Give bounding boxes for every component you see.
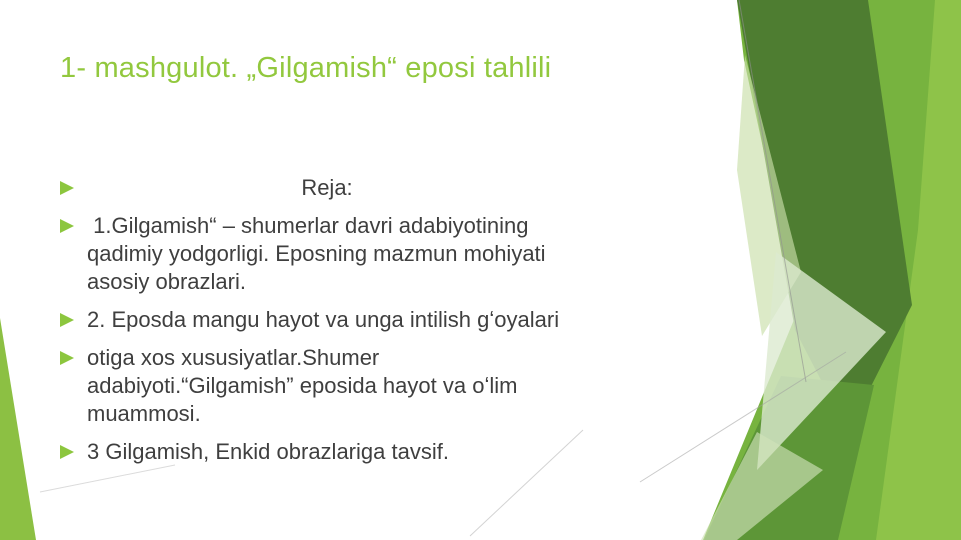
slide-title: 1- mashgulot. „Gilgamish“ eposi tahlili (60, 52, 552, 84)
bullet-text-line: qadimiy yodgorligi. Eposning mazmun mohiyati (87, 241, 546, 266)
bullet-arrow-icon (60, 445, 74, 459)
bullet-text (87, 212, 667, 296)
corner-wedge (0, 318, 36, 540)
facet-pale-wedge-middle (757, 252, 886, 470)
bullet-text-line: asosiy obrazlari. (87, 269, 246, 294)
bullet-item-3 (60, 344, 680, 428)
bullet-text (87, 344, 667, 428)
bullet-text-line: 1.Gilgamish“ – shumerlar davri adabiyotining (87, 213, 529, 238)
bullet-text (87, 438, 667, 466)
bullet-item-1 (60, 212, 680, 296)
bullet-text-line: adabiyoti.“Gilgamish” eposida hayot va oʻlim (87, 373, 518, 398)
facet-light-right-band (876, 0, 961, 540)
facet-lower-band (704, 376, 874, 540)
bullet-text-line: 3 Gilgamish, Enkid obrazlariga tavsif. (87, 439, 449, 464)
bullet-item-4 (60, 438, 680, 466)
bullet-text-line: 2. Eposda mangu hayot va unga intilish gʻoyalari (87, 307, 560, 332)
facet-pale-wedge-upper (737, 55, 801, 336)
bullet-text-line: Reja: (301, 175, 353, 200)
bullet-arrow-icon (60, 219, 74, 233)
bullet-text-line: muammosi. (87, 401, 201, 426)
facet-base-shape (703, 0, 961, 540)
bullet-arrow-icon (60, 181, 74, 195)
facet-pale-wedge-lower (701, 432, 823, 540)
facet-dark-band (737, 0, 912, 432)
hairline (739, 0, 806, 382)
bullet-arrow-icon (60, 313, 74, 327)
bullet-text (87, 306, 667, 334)
bullet-item-2 (60, 306, 680, 334)
bullet-list (60, 174, 680, 476)
bullet-text-line: otiga xos xususiyatlar.Shumer (87, 345, 380, 370)
bullet-text (87, 174, 567, 202)
bullet-arrow-icon (60, 351, 74, 365)
bullet-item-reja (60, 174, 680, 202)
